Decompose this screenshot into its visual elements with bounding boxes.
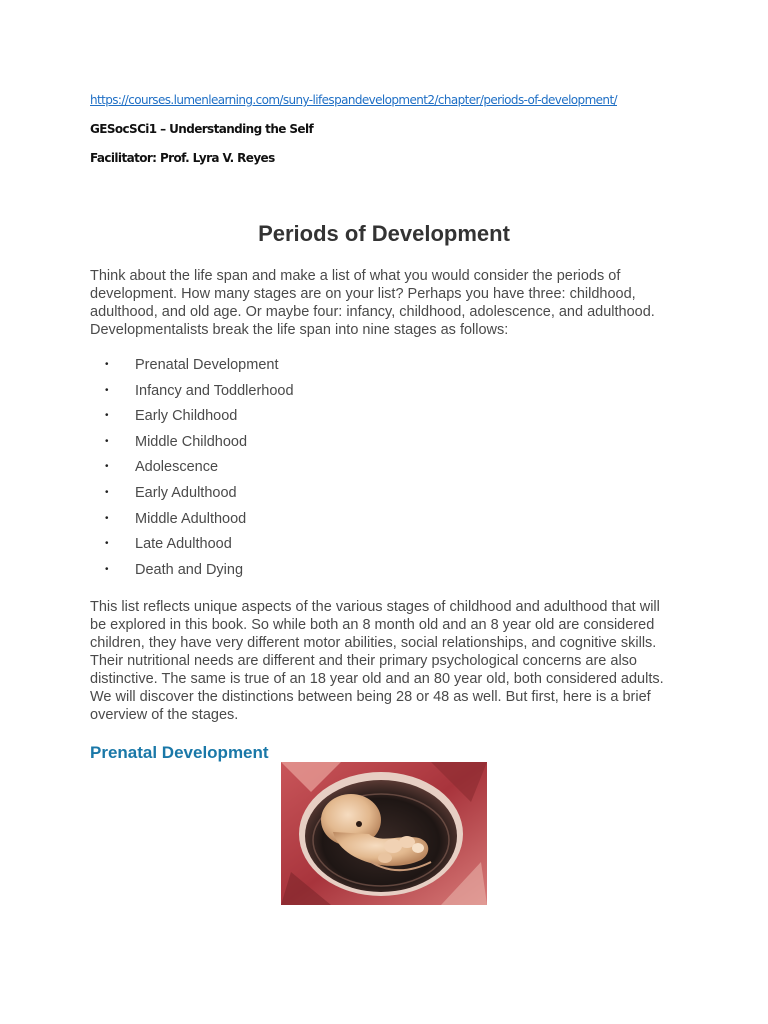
stage-label: Death and Dying (135, 561, 244, 578)
stage-label: Prenatal Development (135, 357, 279, 373)
bullet-icon: • (105, 538, 109, 550)
stage-list-item (90, 509, 294, 535)
stage-list-item (90, 483, 294, 509)
facilitator-line: Facilitator: Prof. Lyra V. Reyes (90, 151, 275, 165)
stage-label: Middle Childhood (135, 433, 248, 450)
stage-list-item (90, 560, 294, 586)
embryo-photo (281, 762, 487, 905)
stage-label: Early Childhood (135, 408, 238, 425)
bullet-icon: • (105, 435, 109, 447)
stage-list-item (90, 355, 294, 381)
page-title: Periods of Development (258, 221, 510, 246)
stage-label: Adolescence (135, 459, 219, 476)
stage-list-item (90, 457, 294, 483)
stage-list-item (90, 534, 294, 560)
source-link[interactable]: https://courses.lumenlearning.com/suny-lifespandevelopment2/chapter/periods-of-development/ (90, 93, 617, 107)
intro-paragraph: Think about the life span and make a list of what you would consider the periods of development. How many stages are on your list? Perhaps you have three: childhood, adulthood, and old age. Or maybe four: infancy, childhood, adolescence, and adulthood. Developmentalists break the life span into nine stages as follows: (90, 268, 655, 338)
stage-list (90, 355, 294, 585)
bullet-icon: • (105, 384, 109, 396)
stage-label: Infancy and Toddlerhood (135, 382, 294, 399)
course-title: GESocSCi1 – Understanding the Self (90, 122, 314, 136)
overview-paragraph: This list reflects unique aspects of the various stages of childhood and adulthood that will be explored in this book. So while both an 8 month old and an 8 year old are considered children, they have very different motor abilities, social relationships, and cognitive skills. Their nutritional needs are different and their primary psychological concerns are also distinctive. The same is true of an 18 year old and an 80 year old, both considered adults. We will discover the distinctions between being 28 or 48 as well. But first, here is a brief overview of the stages. (90, 599, 664, 723)
stage-label: Middle Adulthood (135, 510, 247, 527)
section-heading: Prenatal Development (90, 743, 269, 762)
stage-label: Late Adulthood (135, 536, 232, 553)
stage-list-item (90, 406, 294, 432)
stage-list-item (90, 381, 294, 407)
stage-label: Early Adulthood (135, 484, 237, 501)
stage-list-item (90, 432, 294, 458)
bullet-icon: • (105, 461, 109, 473)
bullet-icon: • (105, 359, 109, 370)
bullet-icon: • (105, 410, 109, 422)
bullet-icon: • (105, 563, 109, 575)
bullet-icon: • (105, 486, 109, 498)
bullet-icon: • (105, 512, 109, 524)
